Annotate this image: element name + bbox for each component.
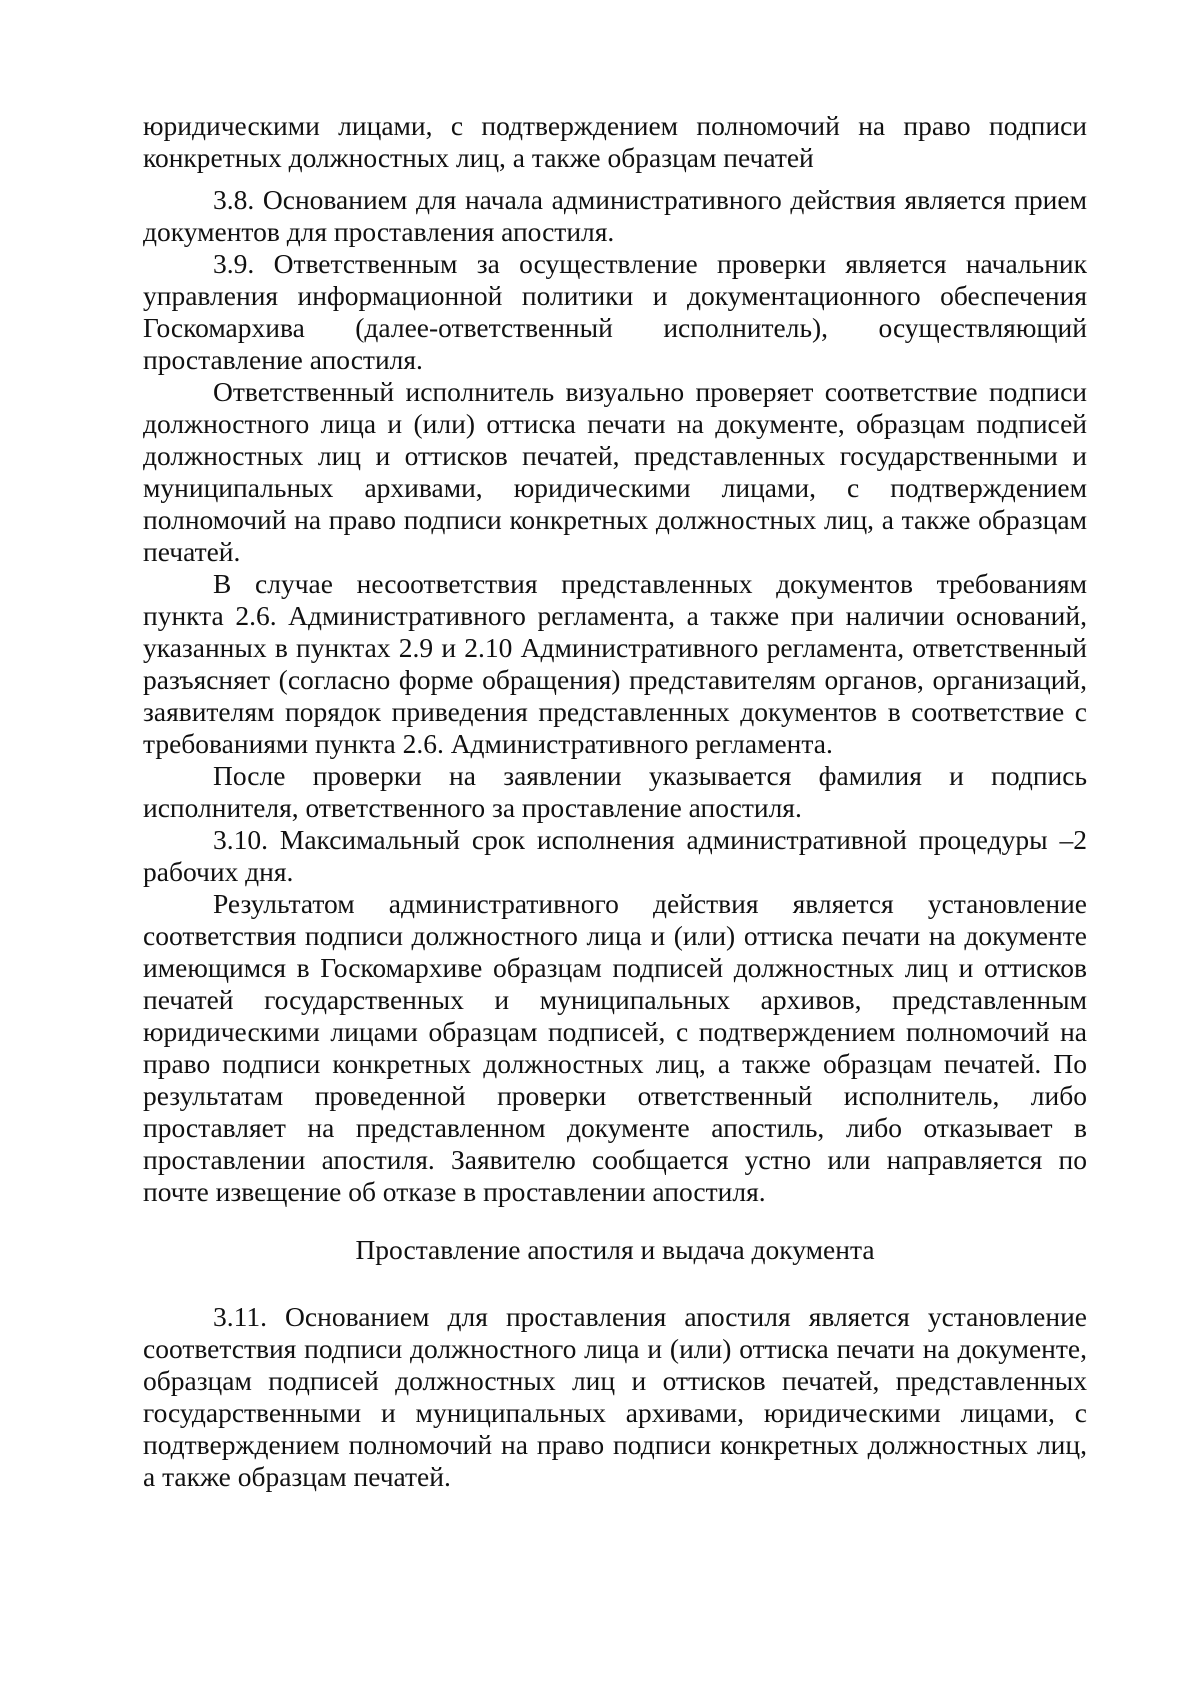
paragraph-result: Результатом административного действия является установление соответствия подписи должностного лица и (или) оттиска печати на документе имеющимся в Госкомархиве образцам подписей должностных лиц и оттисков печатей государственных и муниципальных архивов, представленным юридическими лицами образцам подписей, с подтверждением полномочий на право подписи конкретных должностных лиц, а также образцам печатей. По результатам проведенной проверки ответственный исполнитель, либо проставляет на представленном документе апостиль, либо отказывает в проставлении апостиля. Заявителю сообщается устно или направляется по почте извещение об отказе в проставлении апостиля. [143,888,1087,1207]
document-body [143,110,1087,1493]
paragraph-3-8: 3.8. Основанием для начала административного действия является прием документов для проставления апостиля. [143,184,1087,247]
section-heading: Проставление апостиля и выдача документа [355,1234,875,1265]
paragraph-visual-check: Ответственный исполнитель визуально проверяет соответствие подписи должностного лица и (или) оттиска печати на документе, образцам подписей должностных лиц и оттисков печатей, представленных государственными и муниципальных архивами, юридическими лицами, с подтверждением полномочий на право подписи конкретных должностных лиц, а также образцам печатей. [143,376,1087,567]
paragraph-continuation: юридическими лицами, с подтверждением полномочий на право подписи конкретных должностных лиц, а также образцам печатей [143,110,1087,173]
paragraph-mismatch: В случае несоответствия представленных документов требованиям пункта 2.6. Административного регламента, а также при наличии оснований, указанных в пунктах 2.9 и 2.10 Административного регламента, ответственный разъясняет (согласно форме обращения) представителям органов, организаций, заявителям порядок приведения представленных документов в соответствие с требованиями пункта 2.6. Административного регламента. [143,568,1087,759]
paragraph-3-11: 3.11. Основанием для проставления апостиля является установление соответствия подписи должностного лица и (или) оттиска печати на документе, образцам подписей должностных лиц и оттисков печатей, представленных государственными и муниципальных архивами, юридическими лицами, с подтверждением полномочий на право подписи конкретных должностных лиц, а также образцам печатей. [143,1301,1087,1492]
paragraph-3-10: 3.10. Максимальный срок исполнения административной процедуры –2 рабочих дня. [143,824,1087,887]
paragraph-after-check: После проверки на заявлении указывается фамилия и подпись исполнителя, ответственного за проставление апостиля. [143,760,1087,823]
paragraph-3-9: 3.9. Ответственным за осуществление проверки является начальник управления информационной политики и документационного обеспечения Госкомархива (далее-ответственный исполнитель), осуществляющий проставление апостиля. [143,248,1087,375]
